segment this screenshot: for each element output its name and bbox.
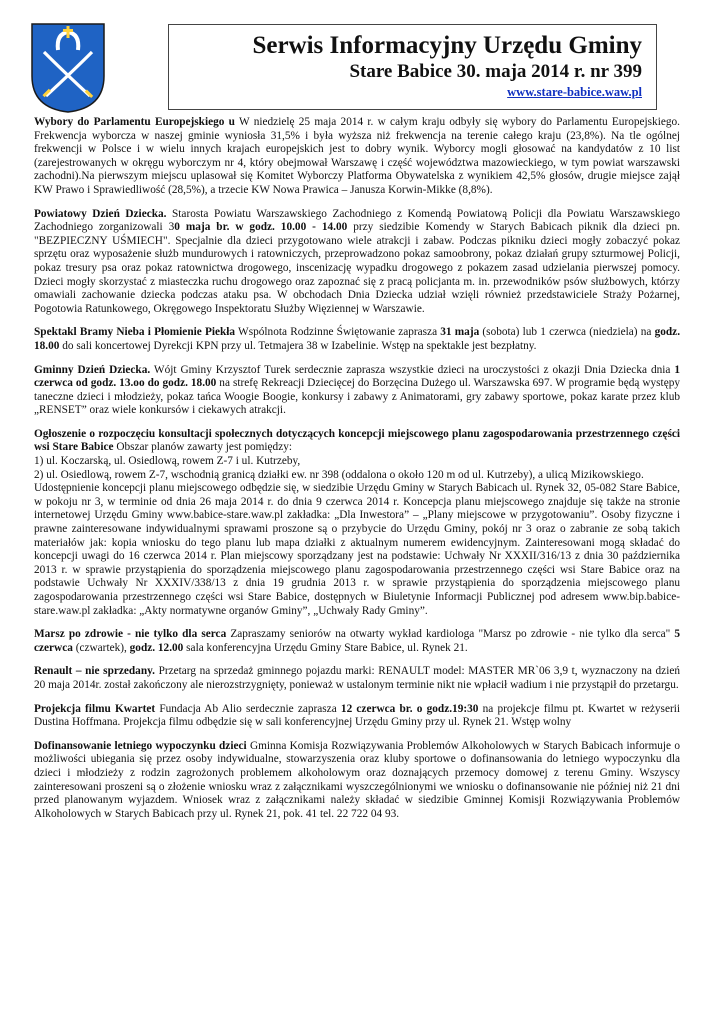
article-text: sala konferencyjna Urzędu Gminy Stare Babice, ul. Rynek 21. bbox=[183, 641, 468, 654]
coat-of-arms-logo bbox=[30, 22, 106, 114]
article-spectacle bbox=[34, 326, 680, 353]
article-renault bbox=[34, 665, 680, 692]
article-highlight: 1 czerwca od godz. 13.oo do godz. 18.00 bbox=[34, 363, 680, 390]
article-text: (sobota) lub 1 czerwca (niedziela) na bbox=[479, 326, 655, 339]
article-film-kwartet bbox=[34, 703, 680, 730]
article-text: przy siedzibie Komendy w Starych Babicach piknik dla dzieci pn. "BEZPIECZNY UŚMIECH". Specjalnie dla dzieci przygotowano wiele atrakcji i zabaw. Podczas pikniku dzieci mogły zobaczyć pokaz sprzętu oraz wyposażenie służb mundurowych i ratowniczych, przeprowadzono pokaz samoobrony, pokaz działań grupy szturmowej Policji, pokaz tresury psa oraz pokaz ratownictwa drogowego, inscenizację wypadku drogowego z pokazem zasad udzielania pierwszej pomocy. Dzieci mogły skorzystać z miasteczka ruchu drogowego oraz zapoznać się z pracą policjanta m. in. przewodników psów służbowych, którzy omawiali zachowanie dziecka podczas ataku psa. W obchodach Dnia Dziecka udział wzięli również przedstawiciele Straży Pożarnej, Pogotowia Ratunkowego, Okręgowego Inspektoratu Służby Więziennej w Warszawie. bbox=[34, 221, 680, 315]
website-link[interactable]: www.stare-babice.waw.pl bbox=[507, 85, 642, 99]
article-highlight: 5 czerwca bbox=[34, 628, 681, 654]
article-county-childrens-day bbox=[34, 208, 680, 317]
article-text: do sali koncertowej Dyrekcji KPN przy ul. Tetmajera 38 w Izabelinie. Wstęp na spektakle jest bezpłatny. bbox=[59, 339, 537, 352]
header-box bbox=[168, 24, 657, 110]
article-title: Powiatowy Dzień Dziecka. bbox=[34, 207, 167, 220]
article-consultations bbox=[34, 428, 680, 618]
article-text: Wspólnota Rodzinne Świętowanie zaprasza bbox=[235, 326, 441, 339]
article-summer-funding bbox=[34, 740, 680, 822]
article-municipal-childrens-day bbox=[34, 364, 680, 418]
page-title: Serwis Informacyjny Urzędu Gminy bbox=[252, 32, 642, 59]
article-body: Gminna Komisja Rozwiązywania Problemów Alkoholowych w Starych Babicach informuje o możliwości ubiegania się przez osoby indywidualne, stowarzyszenia oraz kluby sportowe o dofinansowania do letniego wypoczynku dla dzieci i młodzieży z rodzin zagrożonych problemem alkoholowym oraz doznających przemocy domowej z terenu Gminy. Wszyscy zainteresowani proszeni są o złożenie wniosku wraz z załącznikami wyszczególnionymi we wniosku o dofinansowanie nie później niż 21 dni przed planowanym wyjazdem. Wniosek wraz z załącznikami należy składać w siedzibie Gminnej Komisji Rozwiązywania Problemów Alkoholowych w Starych Babicach przy ul. Rynek 21, pok. 41 tel. 22 722 04 93. bbox=[34, 739, 680, 820]
article-text: (czwartek), bbox=[72, 641, 130, 654]
issue-subtitle: Stare Babice 30. maja 2014 r. nr 399 bbox=[349, 61, 642, 82]
article-title: Spektakl Bramy Nieba i Płomienie Piekła bbox=[34, 326, 236, 339]
article-title: Projekcja filmu Kwartet bbox=[34, 702, 156, 715]
article-title: Renault – nie sprzedany. bbox=[34, 665, 155, 678]
article-body: W niedzielę 25 maja 2014 r. w całym kraju odbyły się wybory do Parlamentu Europejskiego. Frekwencja wyborcza w naszej gminie wyniosła 31,5% i była wyższa niż frekwencja na terenie całego kraju (23,8%). Na tle ogólnej frekwencji w Polsce i w wielu innych krajach europejskich jest to dobry wynik. Wyborcy mogli głosować na kandydatów z 10 list (zarejestrowanych w okręgu wyborczym nr 4, który obejmował Warszawę i część województwa mazowieckiego, w tym powiat warszawski zachodni).Na pierwszym miejscu uplasował się Komitet Wyborczy Platforma Obywatelska z wynikiem 42,5% głosów, drugie miejsce zajął KW Prawo i Sprawiedliwość (28,5%), a trzecie KW Nowa Prawica – Janusza Korwin-Mikke (8,8%). bbox=[34, 116, 680, 196]
article-highlight: 0 maja br. w godz. 10.00 - 14.00 bbox=[174, 221, 348, 234]
article-text: Starosta Powiatu Warszawskiego Zachodniego z Komendą Powiatową Policji dla Powiatu Warszawskiego Zachodniego zorganizowali 3 bbox=[34, 207, 680, 234]
list-item: 1) ul. Koczarską, ul. Osiedlową, rowem Z-7 i ul. Kutrzeby, bbox=[34, 455, 301, 468]
article-highlight: godz. 12.00 bbox=[129, 641, 184, 654]
article-title: Gminny Dzień Dziecka. bbox=[34, 363, 151, 376]
list-item: 2) ul. Osiedlową, rowem Z-7, wschodnią granicą działki ew. nr 398 (oddalona o około 120 m od ul. Kutrzeby), a ulicą Mizikowskiego. bbox=[34, 468, 644, 481]
article-text: Fundacja Ab Alio serdecznie zaprasza bbox=[155, 702, 341, 715]
article-highlight: 31 maja bbox=[440, 326, 480, 339]
article-text: na strefę Rekreacji Dziecięcej do Borzęcina Dużego ul. Warszawska 697. W programie będą występy taneczne dzieci i młodzieży, pokaz tańca Woogie Boogie, konkursy i zabawy z Animatorami, gry zabawy sportowe, pokaz karate przez klub „RENSET” oraz wiele konkursów i ciekawych atrakcji. bbox=[34, 377, 681, 417]
article-title: Wybory do Parlamentu Europejskiego u bbox=[34, 116, 235, 128]
article-text: Zapraszamy seniorów na otwarty wykład kardiologa "Marsz po zdrowie - nie tylko dla serca" bbox=[226, 628, 675, 641]
article-text: Wójt Gminy Krzysztof Turek serdecznie zaprasza wszystkie dzieci na uroczystości z okazji Dnia Dziecka dnia bbox=[150, 363, 675, 376]
article-title: Dofinansowanie letniego wypoczynku dzieci bbox=[34, 739, 247, 752]
article-highlight: 12 czerwca br. o godz.19:30 bbox=[340, 702, 479, 715]
article-highlight: godz. 18.00 bbox=[34, 326, 681, 352]
article-text: Obszar planów zawarty jest pomiędzy: bbox=[113, 441, 292, 454]
article-body: Przetarg na sprzedaż gminnego pojazdu marki: RENAULT model: MASTER MR`06 3,9 t, wyznaczony na dzień 20 maja 2014r. został zakończony ale nierozstrzygnięty, ponieważ w ustalonym terminie nikt nie wpłacił wadium i nie przystąpił do przetargu. bbox=[34, 665, 680, 691]
article-health-march bbox=[34, 628, 680, 655]
newsletter-content bbox=[34, 116, 680, 831]
article-title: Ogłoszenie o rozpoczęciu konsultacji społecznych dotyczących koncepcji miejscowego planu zagospodarowania przestrzennego części wsi Stare Babice bbox=[34, 427, 680, 454]
article-elections bbox=[34, 116, 680, 198]
article-title: Marsz po zdrowie - nie tylko dla serca bbox=[34, 628, 227, 641]
article-text: na projekcje filmu pt. Kwartet w reżyserii Dustina Hoffmana. Projekcja filmu odbędzie się w sali konferencyjnej Urzędu Gminy przy ul. Rynek 21. Wstęp wolny bbox=[34, 702, 681, 729]
article-body: Udostępnienie koncepcji planu miejscowego odbędzie się, w siedzibie Urzędu Gminy w Starych Babicach ul. Rynek 32, 05-082 Stare Babice, w pokoju nr 3, w terminie od dnia 26 maja 2014 r. do dnia 9 czerwca 2014 r. Koncepcja planu miejscowego znajduje się także na stronie internetowej Urzędu Gminy www.babice-stare.waw.pl zakładka: „Dla Inwestora” – „Plany miejscowe w przygotowaniu”. Osoby fizyczne i prawne zainteresowane indywidualnymi sprawami proszone są o przybycie do Urzędu Gminy, pokój nr 3 oraz o zabranie ze sobą takich materiałów jak: kopia wniosku do tego planu lub mapa działki z aktualnym numerem ewidencyjnym. Zainteresowani mogą składać do koncepcji uwagi do 16 czerwca 2014 r. Plan miejscowy sporządzany jest na podstawie: Uchwały Nr XXXII/316/13 z dnia 30 października 2013 r. w sprawie przystąpienia do sporządzenia miejscowego planu zagospodarowania przestrzennego części wsi Stare Babice oraz na podstawie Uchwały Nr XXXIV/338/13 z dnia 19 grudnia 2013 r. w sprawie przystąpienia do sporządzenia miejscowego planu zagospodarowania przestrzennego części wsi Stare Babice, dostępnych w Biuletynie Informacji Publicznej pod adresem www.bip.babice-stare.waw.pl zakładka: „Akty normatywne organów Gminy”, „Uchwały Rady Gminy”. bbox=[34, 482, 680, 617]
